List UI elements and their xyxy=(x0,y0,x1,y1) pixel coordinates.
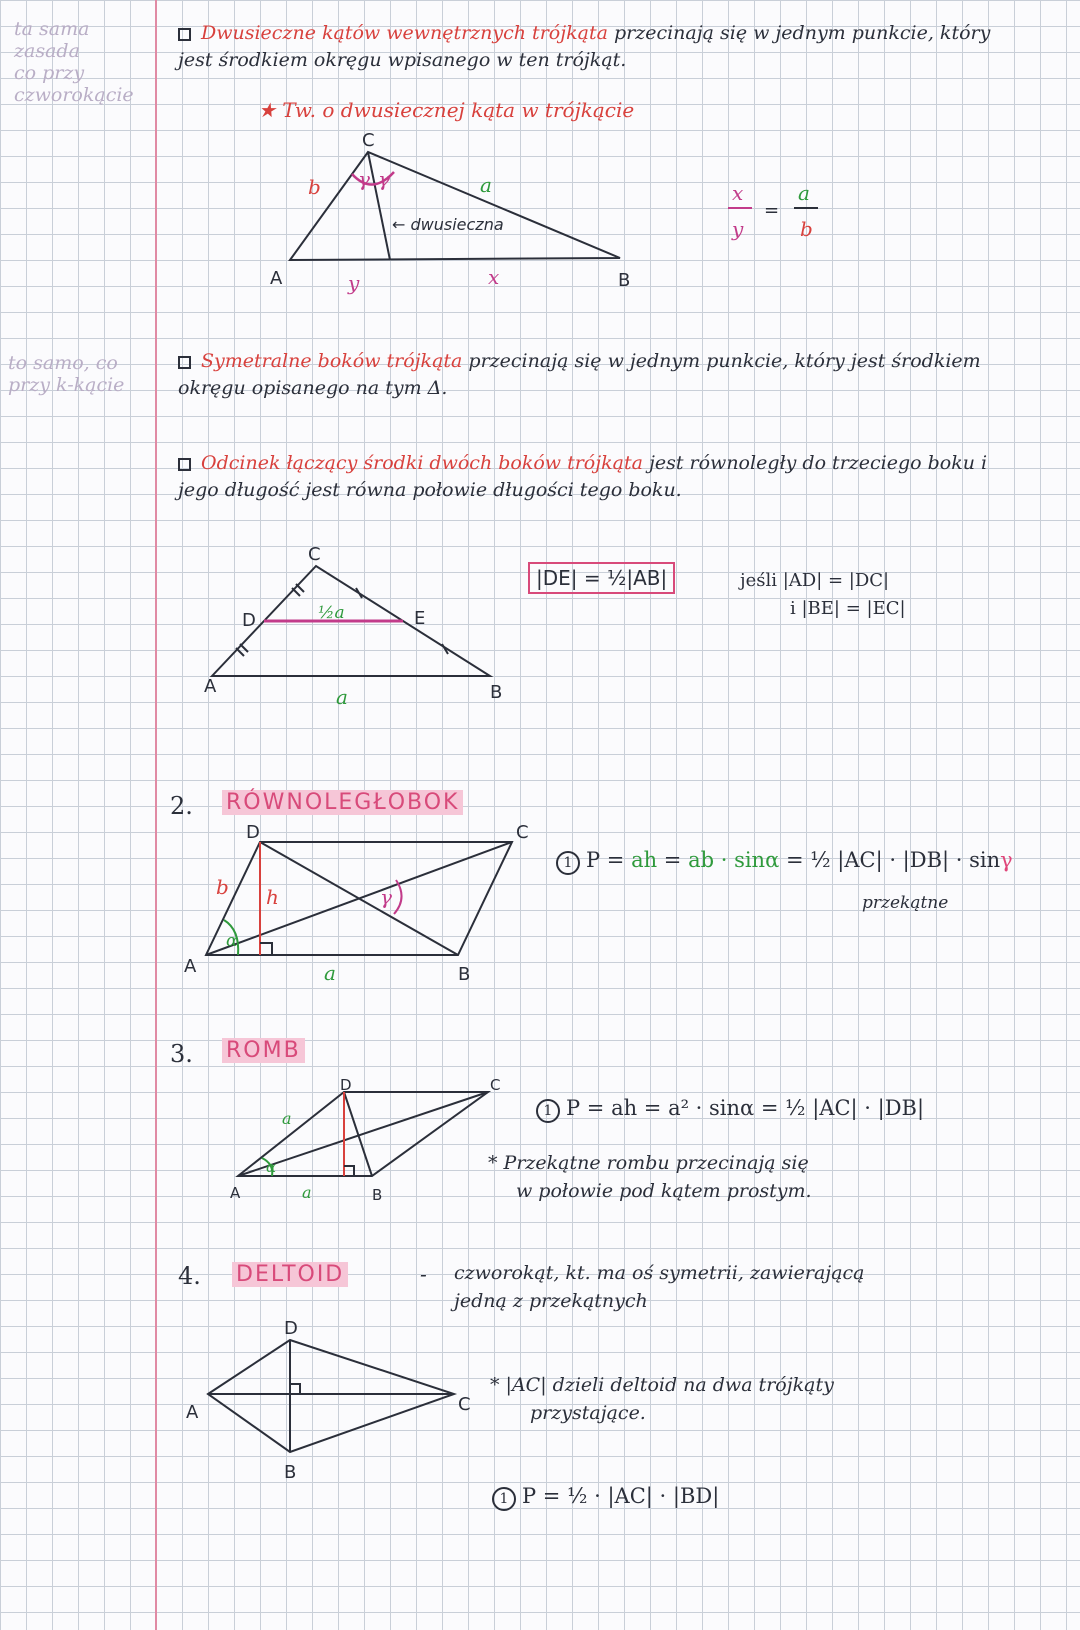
fraction-equals: = xyxy=(764,200,780,221)
kite-title: DELTOID xyxy=(232,1262,348,1287)
label-B: B xyxy=(618,270,631,291)
mid-label-a: a xyxy=(336,685,348,709)
para-label-h: h xyxy=(266,885,279,909)
kite-label-C: C xyxy=(458,1394,471,1415)
kite-figure xyxy=(208,1340,454,1452)
label-a: a xyxy=(480,173,492,197)
circled-one-icon: 1 xyxy=(492,1487,516,1511)
section-number-2: 2. xyxy=(170,792,193,820)
kite-desc-1: czworokąt, kt. ma oś symetrii, zawierającą xyxy=(454,1262,865,1284)
rhomb-label-alpha: α xyxy=(266,1158,277,1176)
rhomb-label-D: D xyxy=(340,1076,352,1094)
midsegment-formula: |DE| = ½|AB| xyxy=(528,562,675,594)
para-label-D: D xyxy=(246,822,260,843)
para-label-B: B xyxy=(458,964,471,985)
midsegment-text: Odcinek łączący środki dwóch boków trójkąta jest równoległy do trzeciego boku i jego długość jest równa połowie długości tego boku. xyxy=(178,452,988,501)
rhombus-title: ROMB xyxy=(222,1038,305,1063)
para-label-a: a xyxy=(324,961,336,985)
para-label-alpha: α xyxy=(226,931,238,951)
fraction-num-x: x xyxy=(732,181,744,205)
parallelogram-formula: 1 P = ah = ab · sinα = ½ |AC| · |DB| · sinγ xyxy=(556,848,1013,875)
rhomb-label-C: C xyxy=(490,1076,501,1094)
para-label-C: C xyxy=(516,822,529,843)
kite-label-B: B xyxy=(284,1462,297,1483)
para-label-b: b xyxy=(216,875,229,899)
mid-label-B: B xyxy=(490,682,503,703)
kite-label-D: D xyxy=(284,1318,298,1339)
rhombus-formula: 1 P = ah = a² · sinα = ½ |AC| · |DB| xyxy=(536,1096,924,1123)
label-y: y xyxy=(348,271,360,295)
mid-label-half-a: ½a xyxy=(318,603,345,623)
margin-note-1: ta sama zasada co przy czworokącie xyxy=(14,18,134,106)
section-number-4: 4. xyxy=(178,1262,201,1290)
mid-label-E: E xyxy=(414,608,426,629)
section-number-3: 3. xyxy=(170,1040,193,1068)
para-label-gamma: γ xyxy=(380,885,392,909)
label-x: x xyxy=(488,265,500,289)
margin-note-2: to samo, co przy k-kącie xyxy=(8,352,125,396)
fraction-den-b: b xyxy=(800,217,813,241)
kite-formula: 1 P = ½ · |AC| · |BD| xyxy=(492,1484,719,1511)
circled-one-icon: 1 xyxy=(536,1099,560,1123)
parallelogram-figure xyxy=(206,842,512,955)
rhomb-label-a-base: a xyxy=(302,1183,312,1202)
kite-dash: - xyxy=(420,1262,427,1286)
mid-label-C: C xyxy=(308,544,321,565)
mid-label-A: A xyxy=(204,676,217,697)
label-bisector: ← dwusieczna xyxy=(392,215,504,234)
kite-note-2: przystające. xyxy=(530,1402,646,1424)
bisectors-text: Dwusieczne kątów wewnętrznych trójkąta przecinają się w jednym punkcie, który jest środkiem okręgu wpisanego w ten trójkąt. xyxy=(178,22,991,71)
parallelogram-diagonals-note: przekątne xyxy=(862,893,949,913)
bisector-theorem-title: ★ Tw. o dwusiecznej kąta w trójkącie xyxy=(258,98,635,122)
label-gamma-1: γ xyxy=(358,167,370,191)
rhombus-note-1: * Przekątne rombu przecinają się xyxy=(488,1152,809,1174)
label-gamma-2: γ xyxy=(378,167,390,191)
rhomb-label-A: A xyxy=(230,1184,241,1202)
perpendicular-text: Symetralne boków trójkąta przecinają się w jednym punkcie, który jest środkiem okręgu opisanego na tym Δ. xyxy=(178,350,981,399)
fraction-den-y: y xyxy=(732,217,744,241)
circled-one-icon: 1 xyxy=(556,851,580,875)
label-b: b xyxy=(308,175,321,199)
parallelogram-title: RÓWNOLEGŁOBOK xyxy=(222,790,463,815)
midsegment-condition-2: i |BE| = |EC| xyxy=(790,598,906,619)
rhomb-label-B: B xyxy=(372,1186,383,1204)
label-A: A xyxy=(270,268,283,289)
fraction-num-a: a xyxy=(798,181,810,205)
label-C: C xyxy=(362,130,375,151)
midsegment-condition-1: jeśli |AD| = |DC| xyxy=(740,570,890,591)
rhomb-label-a-side: a xyxy=(282,1109,292,1128)
kite-note-1: * |AC| dzieli deltoid na dwa trójkąty xyxy=(490,1374,834,1396)
para-label-A: A xyxy=(184,956,197,977)
kite-desc-2: jedną z przekątnych xyxy=(454,1290,648,1312)
mid-label-D: D xyxy=(242,610,256,631)
bisector-triangle xyxy=(290,152,620,260)
rhombus-note-2: w połowie pod kątem prostym. xyxy=(516,1180,812,1202)
kite-label-A: A xyxy=(186,1402,199,1423)
